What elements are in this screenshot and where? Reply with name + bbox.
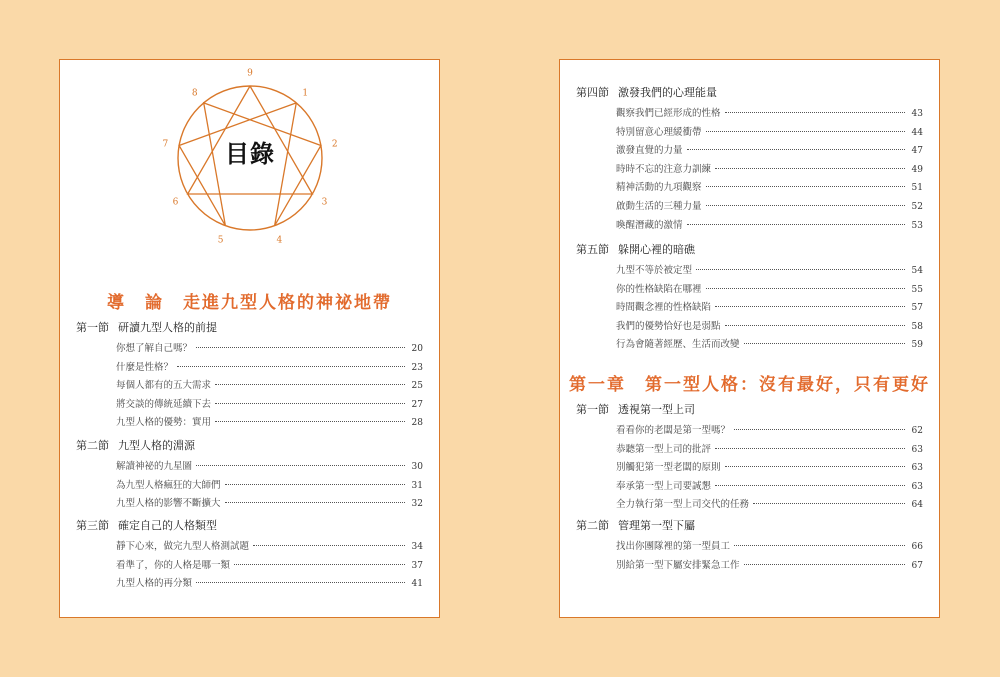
toc-entry[interactable] [616,179,923,198]
toc-entry-title: 九型不等於被定型 [616,265,693,276]
toc-entry-title: 九型人格的影響不斷擴大 [116,498,221,510]
toc-entry[interactable] [116,396,423,415]
left-page [59,59,440,618]
toc-entry[interactable] [116,414,423,433]
toc-entry-page: 52 [911,201,923,212]
dot-leader [706,131,905,132]
toc-entry-page: 44 [911,127,923,138]
toc-entry-title: 找出你團隊裡的第一型員工 [616,541,731,552]
toc-section [76,438,423,514]
enneagram-number: 4 [276,235,283,246]
toc-entry-page: 41 [411,579,423,590]
dot-leader [734,545,905,546]
toc-entry-title: 精神活動的九項觀察 [616,182,702,194]
toc-entry[interactable] [116,575,423,594]
dot-leader [725,112,905,113]
part-heading: 導 論 走進九型人格的神祕地帶 [107,293,392,313]
toc-entry-page: 62 [911,426,923,436]
dot-leader [734,429,905,430]
toc-section [576,518,923,575]
dot-leader [706,205,905,206]
toc-entry[interactable] [616,478,923,497]
toc-entry-page: 47 [911,146,923,157]
toc-entry-page: 28 [411,418,423,429]
toc-entry-title: 靜下心來，做完九型人格測試題 [116,541,250,552]
section-name: 確定自己的人格類型 [118,519,217,532]
enneagram-number: 7 [162,139,169,150]
toc-entry-title: 看看你的老闆是第一型嗎？ [616,425,731,436]
chapter-heading: 第一章 第一型人格：沒有最好，只有更好 [569,375,930,395]
toc-entry-title: 行為會隨著經歷、生活而改變 [616,339,740,351]
toc-entry-title: 別觸犯第一型老闆的原則 [616,462,721,474]
toc-entry[interactable] [116,495,423,514]
section-name: 躲開心裡的暗礁 [618,243,695,256]
section-name: 九型人格的淵源 [118,439,195,452]
toc-entry[interactable] [616,538,923,557]
toc-entry-title: 全力執行第一型上司交代的任務 [616,499,750,511]
section-title [576,518,923,534]
section-number: 第四節 [576,86,609,99]
enneagram-number: 1 [302,88,309,99]
dot-leader [177,366,405,367]
toc-entry-page: 31 [411,480,423,491]
section-name: 透視第一型上司 [618,403,695,416]
section-name: 管理第一型下屬 [618,519,695,532]
enneagram-number: 2 [331,139,338,150]
toc-entry-page: 23 [411,362,423,373]
dot-leader [225,484,405,485]
section-title [76,438,423,454]
toc-entry-title: 每個人都有的五大需求 [116,380,212,392]
toc-entry[interactable] [616,496,923,515]
enneagram-number: 6 [172,197,179,208]
toc-entry[interactable] [616,281,923,300]
toc-entry-page: 66 [911,542,923,552]
toc-entry[interactable] [116,458,423,477]
toc-entry-title: 看準了，你的人格是哪一類 [116,559,231,571]
toc-entry-title: 九型人格的優勢：實用 [116,417,212,429]
toc-entry-page: 49 [911,164,923,175]
toc-entry[interactable] [616,142,923,161]
enneagram-number: 3 [321,197,328,208]
dot-leader [687,149,905,150]
dot-leader [225,502,405,503]
section-name: 研讀九型人格的前提 [118,321,217,334]
dot-leader [744,343,905,344]
section-title [576,402,923,418]
toc-entry-title: 為九型人格瘋狂的大師們 [116,479,221,491]
toc-entry-page: 55 [911,284,923,295]
dot-leader [715,485,905,486]
toc-entry-title: 奉承第一型上司要誠懇 [616,480,712,492]
dot-leader [696,269,905,270]
dot-leader [706,288,905,289]
toc-entry[interactable] [616,422,923,441]
toc-entry[interactable] [616,318,923,337]
toc-entry-page: 43 [911,109,923,119]
toc-entry-page: 51 [911,183,923,194]
toc-entry[interactable] [116,359,423,378]
dot-leader [715,448,905,449]
section-title [76,518,423,534]
toc-entry-title: 啟動生活的三種力量 [616,200,702,212]
dot-leader [215,421,405,422]
dot-leader [744,564,905,565]
toc-entry-title: 將交談的傳統延續下去 [116,398,212,410]
section-number: 第一節 [576,403,609,416]
toc-entry-title: 時間觀念裡的性格缺陷 [616,302,712,314]
toc-entry-title: 別給第一型下屬安排緊急工作 [616,559,740,571]
toc-entry-page: 63 [911,444,923,455]
toc-entry-page: 54 [911,266,923,276]
section-title [76,320,423,336]
toc-entry-page: 32 [411,499,423,510]
toc-entry-page: 58 [911,321,923,332]
toc-entry[interactable] [116,377,423,396]
toc-entry-title: 觀察我們已經形成的性格 [616,108,721,119]
dot-leader [196,582,405,583]
enneagram-number: 9 [247,68,253,79]
section-number: 第三節 [76,519,109,532]
enneagram-number: 8 [191,88,198,99]
dot-leader [725,325,905,326]
toc-entry[interactable] [616,217,923,236]
section-number: 第二節 [76,439,109,452]
toc-entry[interactable] [616,262,923,281]
toc-entry-page: 20 [411,344,423,354]
toc-entry[interactable] [616,105,923,124]
dot-leader [725,466,905,467]
section-number: 第五節 [576,243,609,256]
toc-entry-page: 27 [411,399,423,410]
toc-section [576,85,923,235]
toc-entry[interactable] [616,299,923,318]
toc-entry-title: 恭聽第一型上司的批評 [616,443,712,455]
toc-entry[interactable] [616,198,923,217]
toc-section [76,518,423,594]
toc-entry-title: 我們的優勢恰好也是弱點 [616,320,721,332]
toc-entry-page: 57 [911,303,923,314]
toc-entry-title: 你想了解自己嗎？ [116,343,193,354]
toc-entry-title: 什麼是性格？ [116,361,174,373]
toc-entry-page: 63 [911,463,923,474]
toc-entry-title: 你的性格缺陷在哪裡 [616,283,702,295]
section-title [576,242,923,258]
right-page [559,59,940,618]
dot-leader [715,306,905,307]
toc-entry[interactable] [616,557,923,576]
section-number: 第一節 [76,321,109,334]
toc-section [576,242,923,355]
dot-leader [753,503,905,504]
toc-entry[interactable] [616,459,923,478]
enneagram-diagram [160,62,340,246]
toc-entry-page: 53 [911,220,923,231]
dot-leader [215,403,405,404]
section-number: 第二節 [576,519,609,532]
dot-leader [706,186,905,187]
toc-entry[interactable] [616,161,923,180]
toc-entry[interactable] [116,477,423,496]
toc-entry-page: 59 [911,340,923,351]
toc-title: 目錄 [225,139,275,168]
toc-entry[interactable] [616,124,923,143]
dot-leader [215,384,405,385]
toc-entry-page: 34 [411,542,423,552]
dot-leader [687,224,905,225]
toc-entry-title: 特別留意心理緩衝帶 [616,126,702,138]
toc-entry-page: 67 [911,560,923,571]
toc-entry-page: 25 [411,381,423,392]
toc-section [76,320,423,433]
toc-entry-page: 64 [911,500,923,511]
enneagram-number: 5 [217,235,224,246]
toc-entry[interactable] [116,538,423,557]
dot-leader [196,465,405,466]
section-name: 激發我們的心理能量 [618,86,717,99]
dot-leader [715,168,905,169]
toc-entry-page: 63 [911,481,923,492]
toc-entry[interactable] [616,336,923,355]
toc-entry[interactable] [116,557,423,576]
dot-leader [234,564,405,565]
toc-entry-page: 30 [411,462,423,472]
toc-entry-title: 九型人格的再分類 [116,578,193,590]
toc-section [576,402,923,515]
toc-entry[interactable] [616,441,923,460]
toc-entry-page: 37 [411,560,423,571]
toc-entry-title: 激發直覺的力量 [616,145,683,157]
toc-entry-title: 時時不忘的注意力訓練 [616,163,712,175]
dot-leader [196,347,405,348]
toc-entry-title: 解讀神祕的九星圖 [116,461,193,472]
toc-entry-title: 喚醒潛藏的激情 [616,219,683,231]
dot-leader [253,545,405,546]
section-title [576,85,923,101]
toc-entry[interactable] [116,340,423,359]
